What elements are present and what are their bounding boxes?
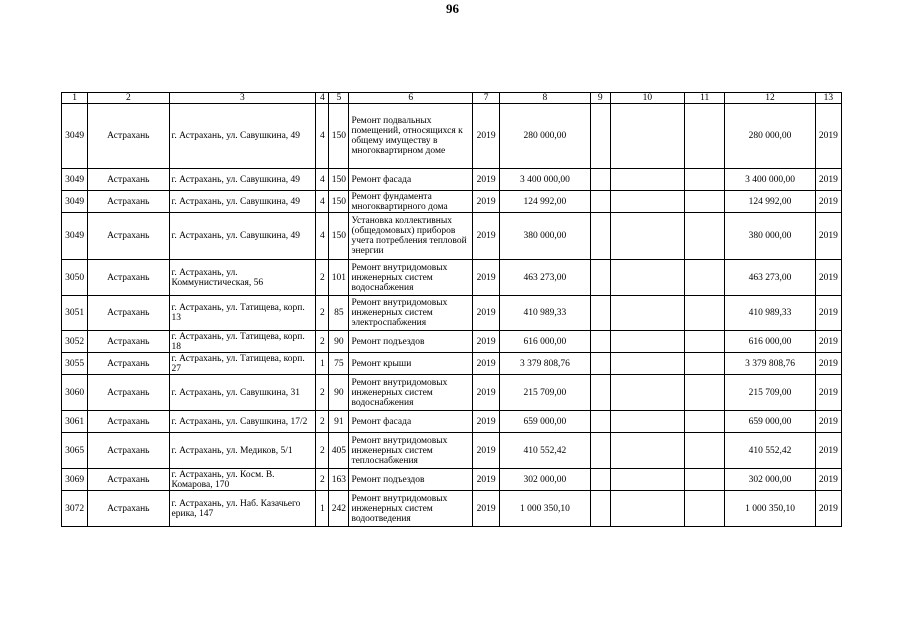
col5-cell: 163 bbox=[329, 469, 349, 491]
col13-year-cell: 2019 bbox=[815, 433, 841, 469]
col12-cost-cell: 410 552,42 bbox=[725, 433, 815, 469]
work-type-cell: Ремонт фасада bbox=[349, 411, 473, 433]
col4-cell: 1 bbox=[316, 491, 329, 527]
year-cell: 2019 bbox=[473, 491, 500, 527]
work-type-cell: Ремонт подвальных помещений, относящихся к общему имуществу в многоквартирном доме bbox=[349, 104, 473, 169]
city-cell: Астрахань bbox=[88, 260, 169, 296]
col4-cell: 1 bbox=[316, 353, 329, 375]
table-row bbox=[62, 353, 842, 375]
col9-cell bbox=[590, 469, 610, 491]
city-cell: Астрахань bbox=[88, 491, 169, 527]
address-cell: г. Астрахань, ул. Савушкина, 49 bbox=[169, 169, 316, 191]
col11-cell bbox=[685, 296, 725, 331]
table-row bbox=[62, 169, 842, 191]
col13-year-cell: 2019 bbox=[815, 353, 841, 375]
col9-cell bbox=[590, 296, 610, 331]
total-cost-cell: 124 992,00 bbox=[500, 191, 590, 213]
table-row bbox=[62, 491, 842, 527]
col10-cell bbox=[610, 411, 684, 433]
col9-cell bbox=[590, 104, 610, 169]
column-number: 9 bbox=[590, 93, 610, 104]
col9-cell bbox=[590, 191, 610, 213]
repair-register-table bbox=[61, 92, 842, 527]
col10-cell bbox=[610, 169, 684, 191]
year-cell: 2019 bbox=[473, 411, 500, 433]
col11-cell bbox=[685, 260, 725, 296]
row-id-cell: 3060 bbox=[62, 375, 88, 411]
work-type-cell: Ремонт крыши bbox=[349, 353, 473, 375]
city-cell: Астрахань bbox=[88, 331, 169, 353]
address-cell: г. Астрахань, ул. Медиков, 5/1 bbox=[169, 433, 316, 469]
col13-year-cell: 2019 bbox=[815, 260, 841, 296]
total-cost-cell: 1 000 350,10 bbox=[500, 491, 590, 527]
city-cell: Астрахань bbox=[88, 104, 169, 169]
col10-cell bbox=[610, 296, 684, 331]
col10-cell bbox=[610, 260, 684, 296]
col12-cost-cell: 3 379 808,76 bbox=[725, 353, 815, 375]
table-row bbox=[62, 433, 842, 469]
col11-cell bbox=[685, 331, 725, 353]
column-number: 10 bbox=[610, 93, 684, 104]
col11-cell bbox=[685, 191, 725, 213]
table-row bbox=[62, 331, 842, 353]
work-type-cell: Ремонт внутридомовых инженерных систем водоснабжения bbox=[349, 260, 473, 296]
col11-cell bbox=[685, 169, 725, 191]
year-cell: 2019 bbox=[473, 433, 500, 469]
column-number: 6 bbox=[349, 93, 473, 104]
col5-cell: 75 bbox=[329, 353, 349, 375]
work-type-cell: Ремонт подъездов bbox=[349, 331, 473, 353]
col5-cell: 85 bbox=[329, 296, 349, 331]
col12-cost-cell: 302 000,00 bbox=[725, 469, 815, 491]
col4-cell: 2 bbox=[316, 296, 329, 331]
total-cost-cell: 410 552,42 bbox=[500, 433, 590, 469]
year-cell: 2019 bbox=[473, 104, 500, 169]
col13-year-cell: 2019 bbox=[815, 213, 841, 260]
col9-cell bbox=[590, 491, 610, 527]
col12-cost-cell: 215 709,00 bbox=[725, 375, 815, 411]
table-row bbox=[62, 213, 842, 260]
row-id-cell: 3055 bbox=[62, 353, 88, 375]
row-id-cell: 3069 bbox=[62, 469, 88, 491]
column-number: 8 bbox=[500, 93, 590, 104]
col13-year-cell: 2019 bbox=[815, 104, 841, 169]
column-number: 4 bbox=[316, 93, 329, 104]
col12-cost-cell: 410 989,33 bbox=[725, 296, 815, 331]
table-row bbox=[62, 104, 842, 169]
page-number: 96 bbox=[446, 1, 459, 16]
col12-cost-cell: 463 273,00 bbox=[725, 260, 815, 296]
address-cell: г. Астрахань, ул. Косм. В. Комарова, 170 bbox=[169, 469, 316, 491]
work-type-cell: Ремонт фасада bbox=[349, 169, 473, 191]
col5-cell: 101 bbox=[329, 260, 349, 296]
table-row bbox=[62, 411, 842, 433]
col5-cell: 242 bbox=[329, 491, 349, 527]
city-cell: Астрахань bbox=[88, 411, 169, 433]
address-cell: г. Астрахань, ул. Савушкина, 49 bbox=[169, 104, 316, 169]
total-cost-cell: 3 400 000,00 bbox=[500, 169, 590, 191]
total-cost-cell: 302 000,00 bbox=[500, 469, 590, 491]
city-cell: Астрахань bbox=[88, 169, 169, 191]
col9-cell bbox=[590, 213, 610, 260]
column-number-row bbox=[62, 93, 842, 104]
col12-cost-cell: 3 400 000,00 bbox=[725, 169, 815, 191]
column-number: 5 bbox=[329, 93, 349, 104]
column-number: 12 bbox=[725, 93, 815, 104]
col4-cell: 4 bbox=[316, 213, 329, 260]
address-cell: г. Астрахань, ул. Татищева, корп. 18 bbox=[169, 331, 316, 353]
year-cell: 2019 bbox=[473, 260, 500, 296]
work-type-cell: Ремонт внутридомовых инженерных систем водоотведения bbox=[349, 491, 473, 527]
col10-cell bbox=[610, 375, 684, 411]
column-number: 7 bbox=[473, 93, 500, 104]
year-cell: 2019 bbox=[473, 169, 500, 191]
table-row bbox=[62, 375, 842, 411]
total-cost-cell: 616 000,00 bbox=[500, 331, 590, 353]
year-cell: 2019 bbox=[473, 296, 500, 331]
year-cell: 2019 bbox=[473, 375, 500, 411]
column-number: 2 bbox=[88, 93, 169, 104]
col11-cell bbox=[685, 469, 725, 491]
col10-cell bbox=[610, 104, 684, 169]
col13-year-cell: 2019 bbox=[815, 469, 841, 491]
year-cell: 2019 bbox=[473, 191, 500, 213]
table-row bbox=[62, 296, 842, 331]
col10-cell bbox=[610, 331, 684, 353]
col5-cell: 91 bbox=[329, 411, 349, 433]
col13-year-cell: 2019 bbox=[815, 375, 841, 411]
col10-cell bbox=[610, 213, 684, 260]
col4-cell: 4 bbox=[316, 104, 329, 169]
col11-cell bbox=[685, 213, 725, 260]
work-type-cell: Ремонт внутридомовых инженерных систем электроспабжения bbox=[349, 296, 473, 331]
col12-cost-cell: 280 000,00 bbox=[725, 104, 815, 169]
col9-cell bbox=[590, 375, 610, 411]
col4-cell: 2 bbox=[316, 469, 329, 491]
col13-year-cell: 2019 bbox=[815, 169, 841, 191]
col11-cell bbox=[685, 491, 725, 527]
col9-cell bbox=[590, 433, 610, 469]
col10-cell bbox=[610, 353, 684, 375]
col12-cost-cell: 380 000,00 bbox=[725, 213, 815, 260]
work-type-cell: Установка коллективных (общедомовых) приборов учета потребления тепловой энергии bbox=[349, 213, 473, 260]
row-id-cell: 3052 bbox=[62, 331, 88, 353]
total-cost-cell: 280 000,00 bbox=[500, 104, 590, 169]
col4-cell: 4 bbox=[316, 169, 329, 191]
city-cell: Астрахань bbox=[88, 433, 169, 469]
work-type-cell: Ремонт фундамента многоквартирного дома bbox=[349, 191, 473, 213]
col4-cell: 2 bbox=[316, 331, 329, 353]
col9-cell bbox=[590, 411, 610, 433]
col12-cost-cell: 659 000,00 bbox=[725, 411, 815, 433]
col9-cell bbox=[590, 169, 610, 191]
column-number: 1 bbox=[62, 93, 88, 104]
col5-cell: 150 bbox=[329, 191, 349, 213]
total-cost-cell: 410 989,33 bbox=[500, 296, 590, 331]
total-cost-cell: 659 000,00 bbox=[500, 411, 590, 433]
city-cell: Астрахань bbox=[88, 375, 169, 411]
city-cell: Астрахань bbox=[88, 296, 169, 331]
col12-cost-cell: 616 000,00 bbox=[725, 331, 815, 353]
col11-cell bbox=[685, 411, 725, 433]
address-cell: г. Астрахань, ул. Савушкина, 49 bbox=[169, 213, 316, 260]
col13-year-cell: 2019 bbox=[815, 331, 841, 353]
address-cell: г. Астрахань, ул. Татищева, корп. 13 bbox=[169, 296, 316, 331]
row-id-cell: 3061 bbox=[62, 411, 88, 433]
col4-cell: 4 bbox=[316, 191, 329, 213]
address-cell: г. Астрахань, ул. Савушкина, 17/2 bbox=[169, 411, 316, 433]
col13-year-cell: 2019 bbox=[815, 296, 841, 331]
address-cell: г. Астрахань, ул. Савушкина, 49 bbox=[169, 191, 316, 213]
address-cell: г. Астрахань, ул. Татищева, корп. 27 bbox=[169, 353, 316, 375]
col11-cell bbox=[685, 104, 725, 169]
column-number: 13 bbox=[815, 93, 841, 104]
year-cell: 2019 bbox=[473, 353, 500, 375]
col10-cell bbox=[610, 491, 684, 527]
col4-cell: 2 bbox=[316, 433, 329, 469]
city-cell: Астрахань bbox=[88, 213, 169, 260]
city-cell: Астрахань bbox=[88, 191, 169, 213]
col10-cell bbox=[610, 433, 684, 469]
year-cell: 2019 bbox=[473, 469, 500, 491]
col11-cell bbox=[685, 375, 725, 411]
col5-cell: 150 bbox=[329, 169, 349, 191]
table-row bbox=[62, 191, 842, 213]
table-body bbox=[62, 93, 842, 527]
work-type-cell: Ремонт подъездов bbox=[349, 469, 473, 491]
col4-cell: 2 bbox=[316, 411, 329, 433]
table-row bbox=[62, 260, 842, 296]
col13-year-cell: 2019 bbox=[815, 411, 841, 433]
city-cell: Астрахань bbox=[88, 353, 169, 375]
city-cell: Астрахань bbox=[88, 469, 169, 491]
row-id-cell: 3049 bbox=[62, 169, 88, 191]
col12-cost-cell: 1 000 350,10 bbox=[725, 491, 815, 527]
col9-cell bbox=[590, 260, 610, 296]
col11-cell bbox=[685, 433, 725, 469]
col13-year-cell: 2019 bbox=[815, 491, 841, 527]
work-type-cell: Ремонт внутридомовых инженерных систем водоснабжения bbox=[349, 375, 473, 411]
address-cell: г. Астрахань, ул. Савушкина, 31 bbox=[169, 375, 316, 411]
col5-cell: 90 bbox=[329, 331, 349, 353]
table-row bbox=[62, 469, 842, 491]
column-number: 11 bbox=[685, 93, 725, 104]
year-cell: 2019 bbox=[473, 213, 500, 260]
row-id-cell: 3072 bbox=[62, 491, 88, 527]
row-id-cell: 3049 bbox=[62, 213, 88, 260]
year-cell: 2019 bbox=[473, 331, 500, 353]
col5-cell: 405 bbox=[329, 433, 349, 469]
work-type-cell: Ремонт внутридомовых инженерных систем теплоснабжения bbox=[349, 433, 473, 469]
col5-cell: 150 bbox=[329, 104, 349, 169]
row-id-cell: 3049 bbox=[62, 191, 88, 213]
col10-cell bbox=[610, 191, 684, 213]
col4-cell: 2 bbox=[316, 260, 329, 296]
col4-cell: 2 bbox=[316, 375, 329, 411]
total-cost-cell: 463 273,00 bbox=[500, 260, 590, 296]
col11-cell bbox=[685, 353, 725, 375]
row-id-cell: 3050 bbox=[62, 260, 88, 296]
col5-cell: 90 bbox=[329, 375, 349, 411]
col9-cell bbox=[590, 331, 610, 353]
col10-cell bbox=[610, 469, 684, 491]
total-cost-cell: 3 379 808,76 bbox=[500, 353, 590, 375]
col13-year-cell: 2019 bbox=[815, 191, 841, 213]
col12-cost-cell: 124 992,00 bbox=[725, 191, 815, 213]
row-id-cell: 3049 bbox=[62, 104, 88, 169]
address-cell: г. Астрахань, ул. Коммунистическая, 56 bbox=[169, 260, 316, 296]
row-id-cell: 3051 bbox=[62, 296, 88, 331]
col9-cell bbox=[590, 353, 610, 375]
row-id-cell: 3065 bbox=[62, 433, 88, 469]
total-cost-cell: 380 000,00 bbox=[500, 213, 590, 260]
address-cell: г. Астрахань, ул. Наб. Казачьего ерика, 147 bbox=[169, 491, 316, 527]
col5-cell: 150 bbox=[329, 213, 349, 260]
total-cost-cell: 215 709,00 bbox=[500, 375, 590, 411]
column-number: 3 bbox=[169, 93, 316, 104]
